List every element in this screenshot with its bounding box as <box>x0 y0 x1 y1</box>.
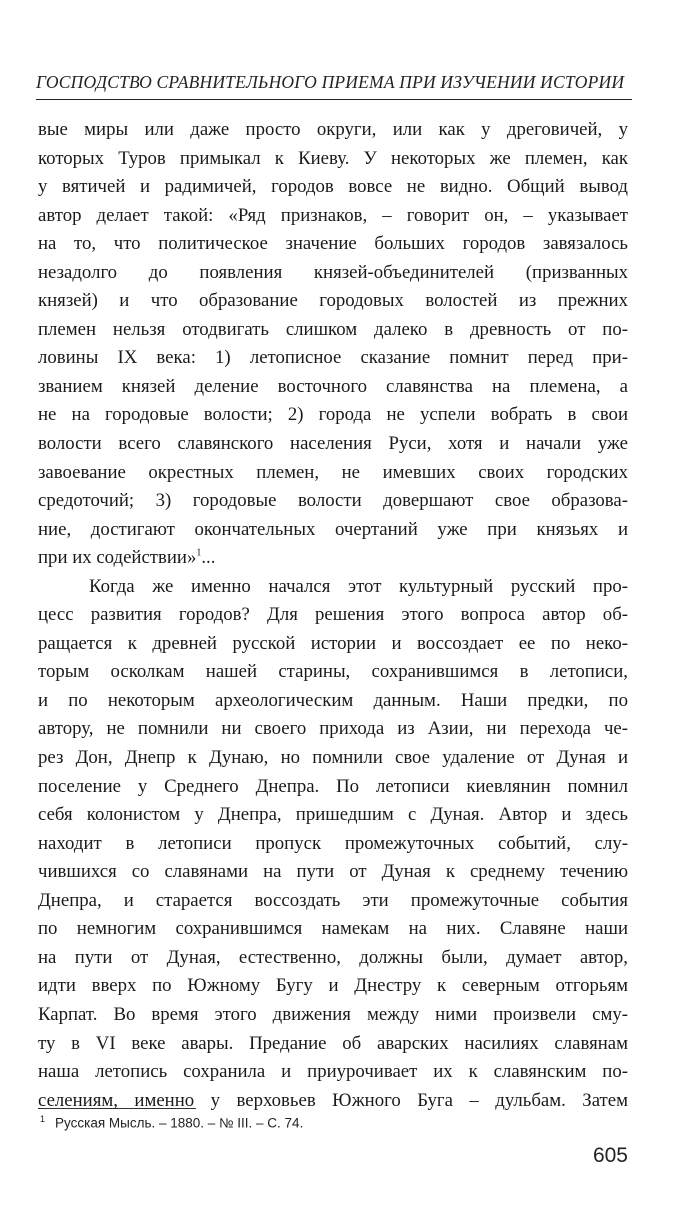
text-line: не на городовые волости; 2) города не успели вобрать в свои <box>38 404 628 426</box>
text-line: автор делает такой: «Ряд признаков, – говорит он, – указывает <box>38 204 628 226</box>
text-line: племен нельзя отодвигать слишком далеко в древность от по- <box>38 318 628 340</box>
text-line: ловины IX века: 1) летописное сказание помнит перед при- <box>38 347 628 369</box>
text-line: на то, что политическое значение больших городов завязалось <box>38 233 628 255</box>
text-line: по немногим сохранившимся намекам на них. Славяне наши <box>38 918 628 940</box>
text-line: князей) и что образование городовых волостей из прежних <box>38 290 628 312</box>
footnote-rule <box>38 1108 196 1109</box>
text-line: волости всего славянского населения Руси, хотя и начали уже <box>38 433 628 455</box>
text-line: на пути от Дуная, естественно, должны были, думает автор, <box>38 946 628 968</box>
text-line: себя колонистом у Днепра, пришедшим с Дуная. Автор и здесь <box>38 804 628 826</box>
footnote-mark: 1 <box>40 1114 46 1124</box>
text-line: у вятичей и радимичей, городов вовсе не видно. Общий вывод <box>38 176 628 198</box>
ellipsis: ... <box>201 547 216 569</box>
header-rule <box>36 99 632 100</box>
text-line: ту в VI веке авары. Предание об аварских насилиях славянам <box>38 1032 628 1054</box>
paragraph-first-line: Когда же именно начался этот культурный русский про- <box>89 575 628 597</box>
text-line: идти вверх по Южному Бугу и Днестру к северным отгорьям <box>38 975 628 997</box>
running-head: ГОСПОДСТВО СРАВНИТЕЛЬНОГО ПРИЕМА ПРИ ИЗУЧЕНИИ ИСТОРИИ <box>36 72 625 92</box>
text-line: средоточий; 3) городовые волости довершают свое образова- <box>38 490 628 512</box>
text-line: поселение у Среднего Днепра. По летописи киевлянин помнил <box>38 775 628 797</box>
footnote-text: Русская Мысль. – 1880. – № III. – С. 74. <box>55 1115 304 1131</box>
text-line: незадолго до появления князей-объединителей (призванных <box>38 261 628 283</box>
page-number: 605 <box>592 1144 628 1167</box>
text-line-content: при их содействии» <box>38 547 197 569</box>
text-line: чившихся со славянами на пути от Дуная к среднему течению <box>38 861 628 883</box>
text-line: Карпат. Во время этого движения между ними произвели сму- <box>38 1003 628 1025</box>
footnote <box>40 1114 303 1131</box>
text-line: рез Дон, Днепр к Дунаю, но помнили свое удаление от Дуная и <box>38 747 628 769</box>
text-line: торым осколкам нашей старины, сохранившимся в летописи, <box>38 661 628 683</box>
text-line: Днепра, и старается воссоздать эти промежуточные события <box>38 889 628 911</box>
text-line: ращается к древней русской истории и воссоздает ее по неко- <box>38 632 628 654</box>
text-line: цесс развития городов? Для решения этого вопроса автор об- <box>38 604 628 626</box>
text-line: званием князей деление восточного славянства на племена, а <box>38 375 628 397</box>
text-line: вые миры или даже просто округи, или как у дреговичей, у <box>38 119 628 140</box>
body-text <box>38 116 628 1115</box>
text-line: находит в летописи пропуск промежуточных событий, слу- <box>38 832 628 854</box>
text-line: завоевание окрестных племен, не имевших своих городских <box>38 461 628 483</box>
text-line: автору, не помнили ни своего прихода из Азии, ни перехода че- <box>38 718 628 740</box>
text-line: и по некоторым археологическим данным. Наши предки, по <box>38 689 628 711</box>
text-line: которых Туров примыкал к Киеву. У некоторых же племен, как <box>38 147 628 169</box>
text-line: селениям, именно у верховьев Южного Буга – дульбам. Затем <box>38 1089 628 1111</box>
text-line-with-footnote-ref <box>38 544 628 573</box>
text-line: наша летопись сохранила и приурочивает их к славянским по- <box>38 1061 628 1083</box>
footnote-reference[interactable]: 1 <box>196 547 202 559</box>
text-line: ние, достигают окончательных очертаний уже при князьях и <box>38 518 628 540</box>
